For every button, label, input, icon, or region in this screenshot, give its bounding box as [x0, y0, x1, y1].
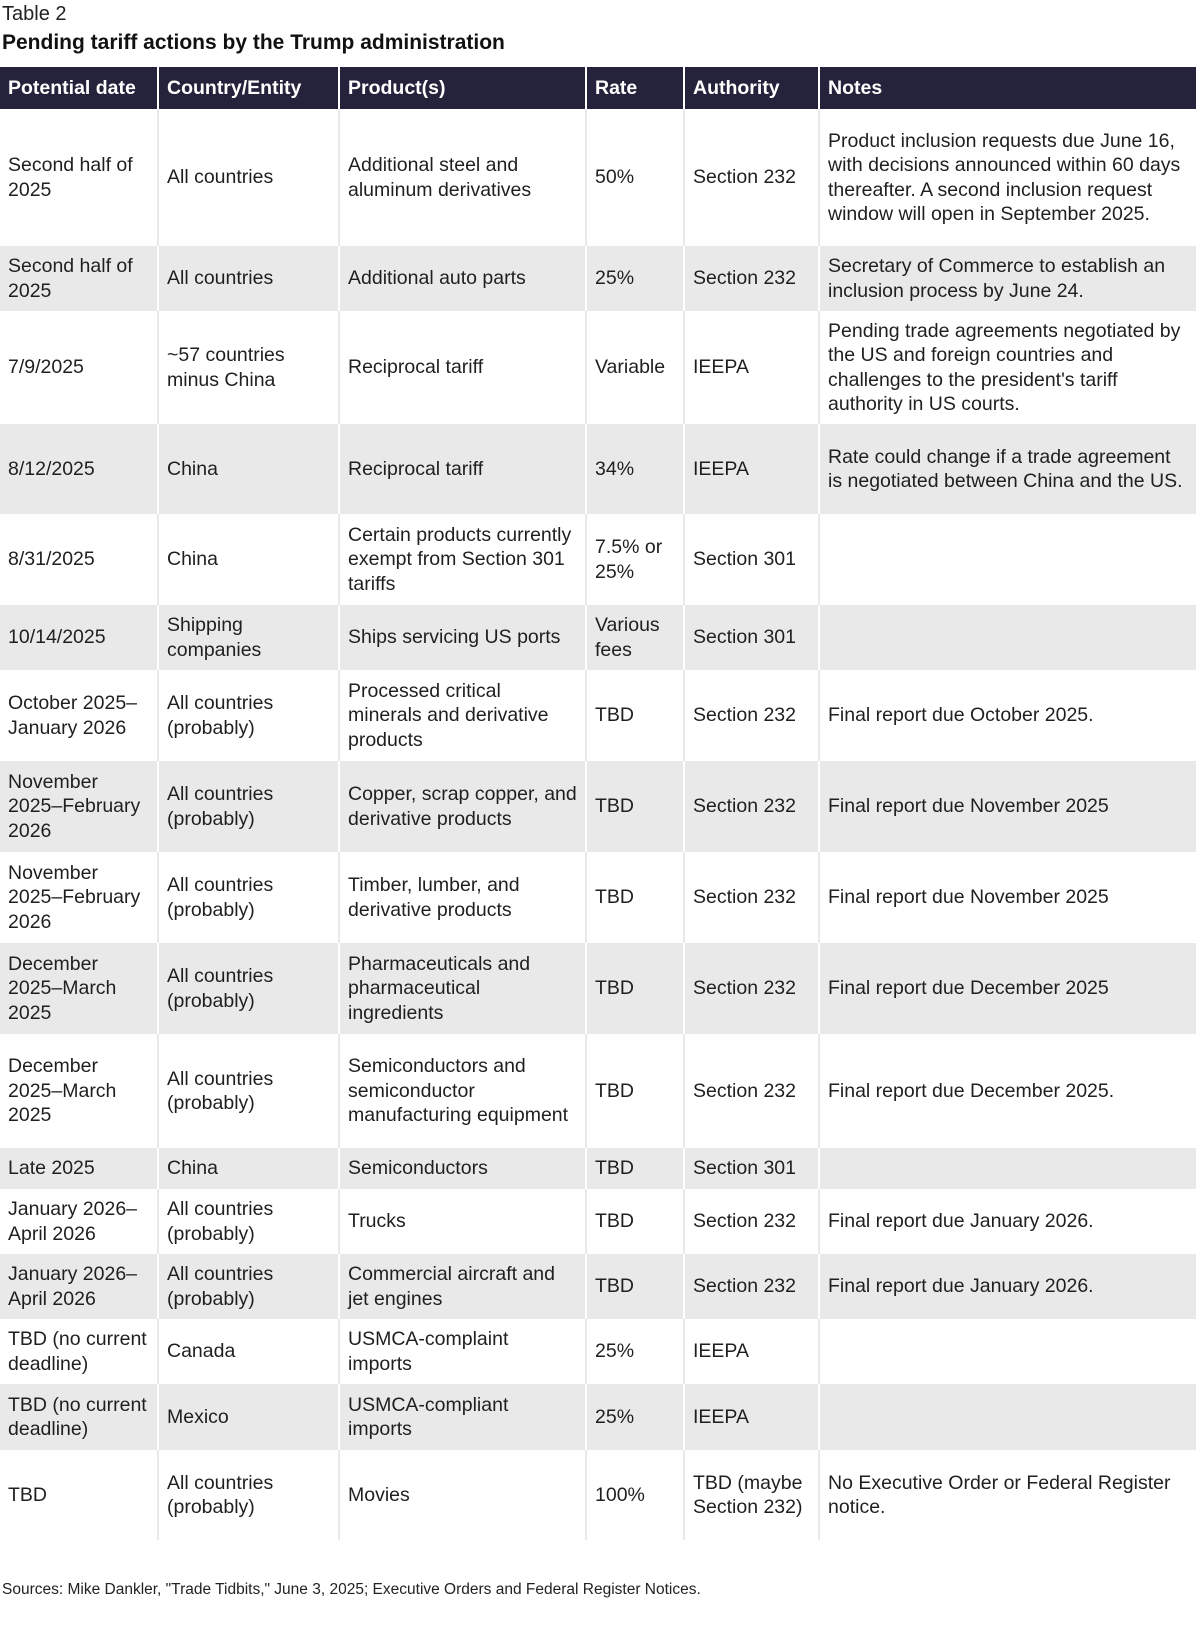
cell-rate: Variable: [586, 311, 684, 424]
cell-notes: [819, 514, 1196, 605]
cell-date: Second half of 2025: [0, 246, 158, 311]
cell-product: Movies: [339, 1450, 586, 1540]
cell-notes: Final report due December 2025: [819, 943, 1196, 1034]
cell-notes: No Executive Order or Federal Register notice.: [819, 1450, 1196, 1540]
cell-country: Mexico: [158, 1384, 339, 1450]
cell-notes: [819, 1319, 1196, 1384]
cell-country: Canada: [158, 1319, 339, 1384]
header-potential-date: Potential date: [0, 67, 158, 109]
cell-date: Second half of 2025: [0, 109, 158, 246]
cell-authority: Section 232: [684, 761, 819, 852]
header-notes: Notes: [819, 67, 1196, 109]
cell-rate: TBD: [586, 1148, 684, 1189]
cell-rate: 100%: [586, 1450, 684, 1540]
table-row: [0, 1254, 1196, 1319]
table-body: [0, 109, 1196, 1540]
cell-notes: [819, 605, 1196, 670]
tariff-table: [0, 67, 1196, 1540]
cell-country: All countries (probably): [158, 852, 339, 943]
cell-authority: Section 232: [684, 1034, 819, 1148]
cell-authority: Section 232: [684, 1254, 819, 1319]
cell-product: USMCA-compliant imports: [339, 1384, 586, 1450]
cell-authority: Section 232: [684, 852, 819, 943]
table-header: [0, 67, 1196, 109]
header-authority: Authority: [684, 67, 819, 109]
cell-authority: Section 232: [684, 109, 819, 246]
cell-date: 7/9/2025: [0, 311, 158, 424]
cell-country: All countries (probably): [158, 943, 339, 1034]
cell-date: December 2025–March 2025: [0, 1034, 158, 1148]
cell-date: October 2025–January 2026: [0, 670, 158, 761]
cell-notes: Final report due October 2025.: [819, 670, 1196, 761]
cell-country: All countries (probably): [158, 1034, 339, 1148]
cell-date: TBD: [0, 1450, 158, 1540]
table-label: Table 2: [2, 3, 67, 25]
cell-product: USMCA-complaint imports: [339, 1319, 586, 1384]
cell-authority: Section 301: [684, 1148, 819, 1189]
cell-product: Trucks: [339, 1189, 586, 1254]
cell-country: China: [158, 1148, 339, 1189]
cell-country: China: [158, 514, 339, 605]
cell-date: December 2025–March 2025: [0, 943, 158, 1034]
table-row: [0, 852, 1196, 943]
cell-notes: Secretary of Commerce to establish an inclusion process by June 24.: [819, 246, 1196, 311]
cell-country: All countries (probably): [158, 1450, 339, 1540]
cell-notes: [819, 1384, 1196, 1450]
cell-authority: IEEPA: [684, 311, 819, 424]
cell-notes: Final report due January 2026.: [819, 1189, 1196, 1254]
sources-note: Sources: Mike Dankler, "Trade Tidbits," June 3, 2025; Executive Orders and Federal Register Notices.: [2, 1581, 701, 1598]
table-title: Pending tariff actions by the Trump administration: [2, 31, 505, 54]
cell-product: Semiconductors: [339, 1148, 586, 1189]
header-row: [0, 67, 1196, 109]
cell-country: All countries (probably): [158, 670, 339, 761]
table-row: [0, 943, 1196, 1034]
cell-product: Reciprocal tariff: [339, 311, 586, 424]
cell-notes: Rate could change if a trade agreement is negotiated between China and the US.: [819, 424, 1196, 514]
table-row: [0, 1189, 1196, 1254]
table-row: [0, 424, 1196, 514]
table-row: [0, 109, 1196, 246]
cell-country: Shipping companies: [158, 605, 339, 670]
cell-product: Semiconductors and semiconductor manufacturing equipment: [339, 1034, 586, 1148]
cell-rate: TBD: [586, 1034, 684, 1148]
table-row: [0, 246, 1196, 311]
cell-authority: IEEPA: [684, 1319, 819, 1384]
cell-date: November 2025–February 2026: [0, 761, 158, 852]
cell-notes: Pending trade agreements negotiated by the US and foreign countries and challenges to the president's tariff authority in US courts.: [819, 311, 1196, 424]
cell-rate: Various fees: [586, 605, 684, 670]
cell-country: All countries: [158, 246, 339, 311]
header-country-entity: Country/Entity: [158, 67, 339, 109]
cell-date: TBD (no current deadline): [0, 1319, 158, 1384]
cell-product: Certain products currently exempt from Section 301 tariffs: [339, 514, 586, 605]
cell-date: 8/12/2025: [0, 424, 158, 514]
cell-rate: TBD: [586, 943, 684, 1034]
cell-rate: TBD: [586, 1254, 684, 1319]
cell-rate: TBD: [586, 670, 684, 761]
header-products: Product(s): [339, 67, 586, 109]
table-row: [0, 1319, 1196, 1384]
cell-date: 10/14/2025: [0, 605, 158, 670]
cell-notes: Final report due November 2025: [819, 761, 1196, 852]
cell-date: 8/31/2025: [0, 514, 158, 605]
table-row: [0, 670, 1196, 761]
table-row: [0, 1384, 1196, 1450]
cell-authority: Section 232: [684, 943, 819, 1034]
cell-date: TBD (no current deadline): [0, 1384, 158, 1450]
cell-rate: 7.5% or 25%: [586, 514, 684, 605]
cell-rate: 25%: [586, 1384, 684, 1450]
cell-product: Reciprocal tariff: [339, 424, 586, 514]
cell-notes: Product inclusion requests due June 16, with decisions announced within 60 days thereafter. A second inclusion request window will open in September 2025.: [819, 109, 1196, 246]
cell-date: Late 2025: [0, 1148, 158, 1189]
cell-rate: TBD: [586, 761, 684, 852]
cell-date: November 2025–February 2026: [0, 852, 158, 943]
cell-authority: Section 232: [684, 670, 819, 761]
cell-authority: Section 301: [684, 514, 819, 605]
cell-date: January 2026–April 2026: [0, 1189, 158, 1254]
cell-product: Additional steel and aluminum derivatives: [339, 109, 586, 246]
cell-rate: 50%: [586, 109, 684, 246]
cell-country: All countries (probably): [158, 1254, 339, 1319]
cell-rate: 34%: [586, 424, 684, 514]
cell-product: Timber, lumber, and derivative products: [339, 852, 586, 943]
cell-rate: TBD: [586, 1189, 684, 1254]
cell-product: Processed critical minerals and derivative products: [339, 670, 586, 761]
cell-notes: Final report due December 2025.: [819, 1034, 1196, 1148]
table-row: [0, 514, 1196, 605]
cell-product: Copper, scrap copper, and derivative products: [339, 761, 586, 852]
cell-authority: TBD (maybe Section 232): [684, 1450, 819, 1540]
cell-notes: Final report due November 2025: [819, 852, 1196, 943]
cell-country: All countries: [158, 109, 339, 246]
header-rate: Rate: [586, 67, 684, 109]
cell-country: ~57 countries minus China: [158, 311, 339, 424]
cell-product: Ships servicing US ports: [339, 605, 586, 670]
cell-authority: IEEPA: [684, 1384, 819, 1450]
cell-rate: 25%: [586, 1319, 684, 1384]
cell-product: Commercial aircraft and jet engines: [339, 1254, 586, 1319]
table-row: [0, 761, 1196, 852]
cell-rate: TBD: [586, 852, 684, 943]
cell-country: All countries (probably): [158, 1189, 339, 1254]
table-row: [0, 1034, 1196, 1148]
cell-date: January 2026–April 2026: [0, 1254, 158, 1319]
table-row: [0, 1450, 1196, 1540]
cell-notes: [819, 1148, 1196, 1189]
table-row: [0, 1148, 1196, 1189]
cell-country: All countries (probably): [158, 761, 339, 852]
cell-authority: Section 232: [684, 1189, 819, 1254]
cell-authority: Section 301: [684, 605, 819, 670]
cell-product: Additional auto parts: [339, 246, 586, 311]
cell-product: Pharmaceuticals and pharmaceutical ingredients: [339, 943, 586, 1034]
cell-notes: Final report due January 2026.: [819, 1254, 1196, 1319]
table-row: [0, 605, 1196, 670]
cell-authority: Section 232: [684, 246, 819, 311]
cell-country: China: [158, 424, 339, 514]
table-row: [0, 311, 1196, 424]
cell-authority: IEEPA: [684, 424, 819, 514]
cell-rate: 25%: [586, 246, 684, 311]
